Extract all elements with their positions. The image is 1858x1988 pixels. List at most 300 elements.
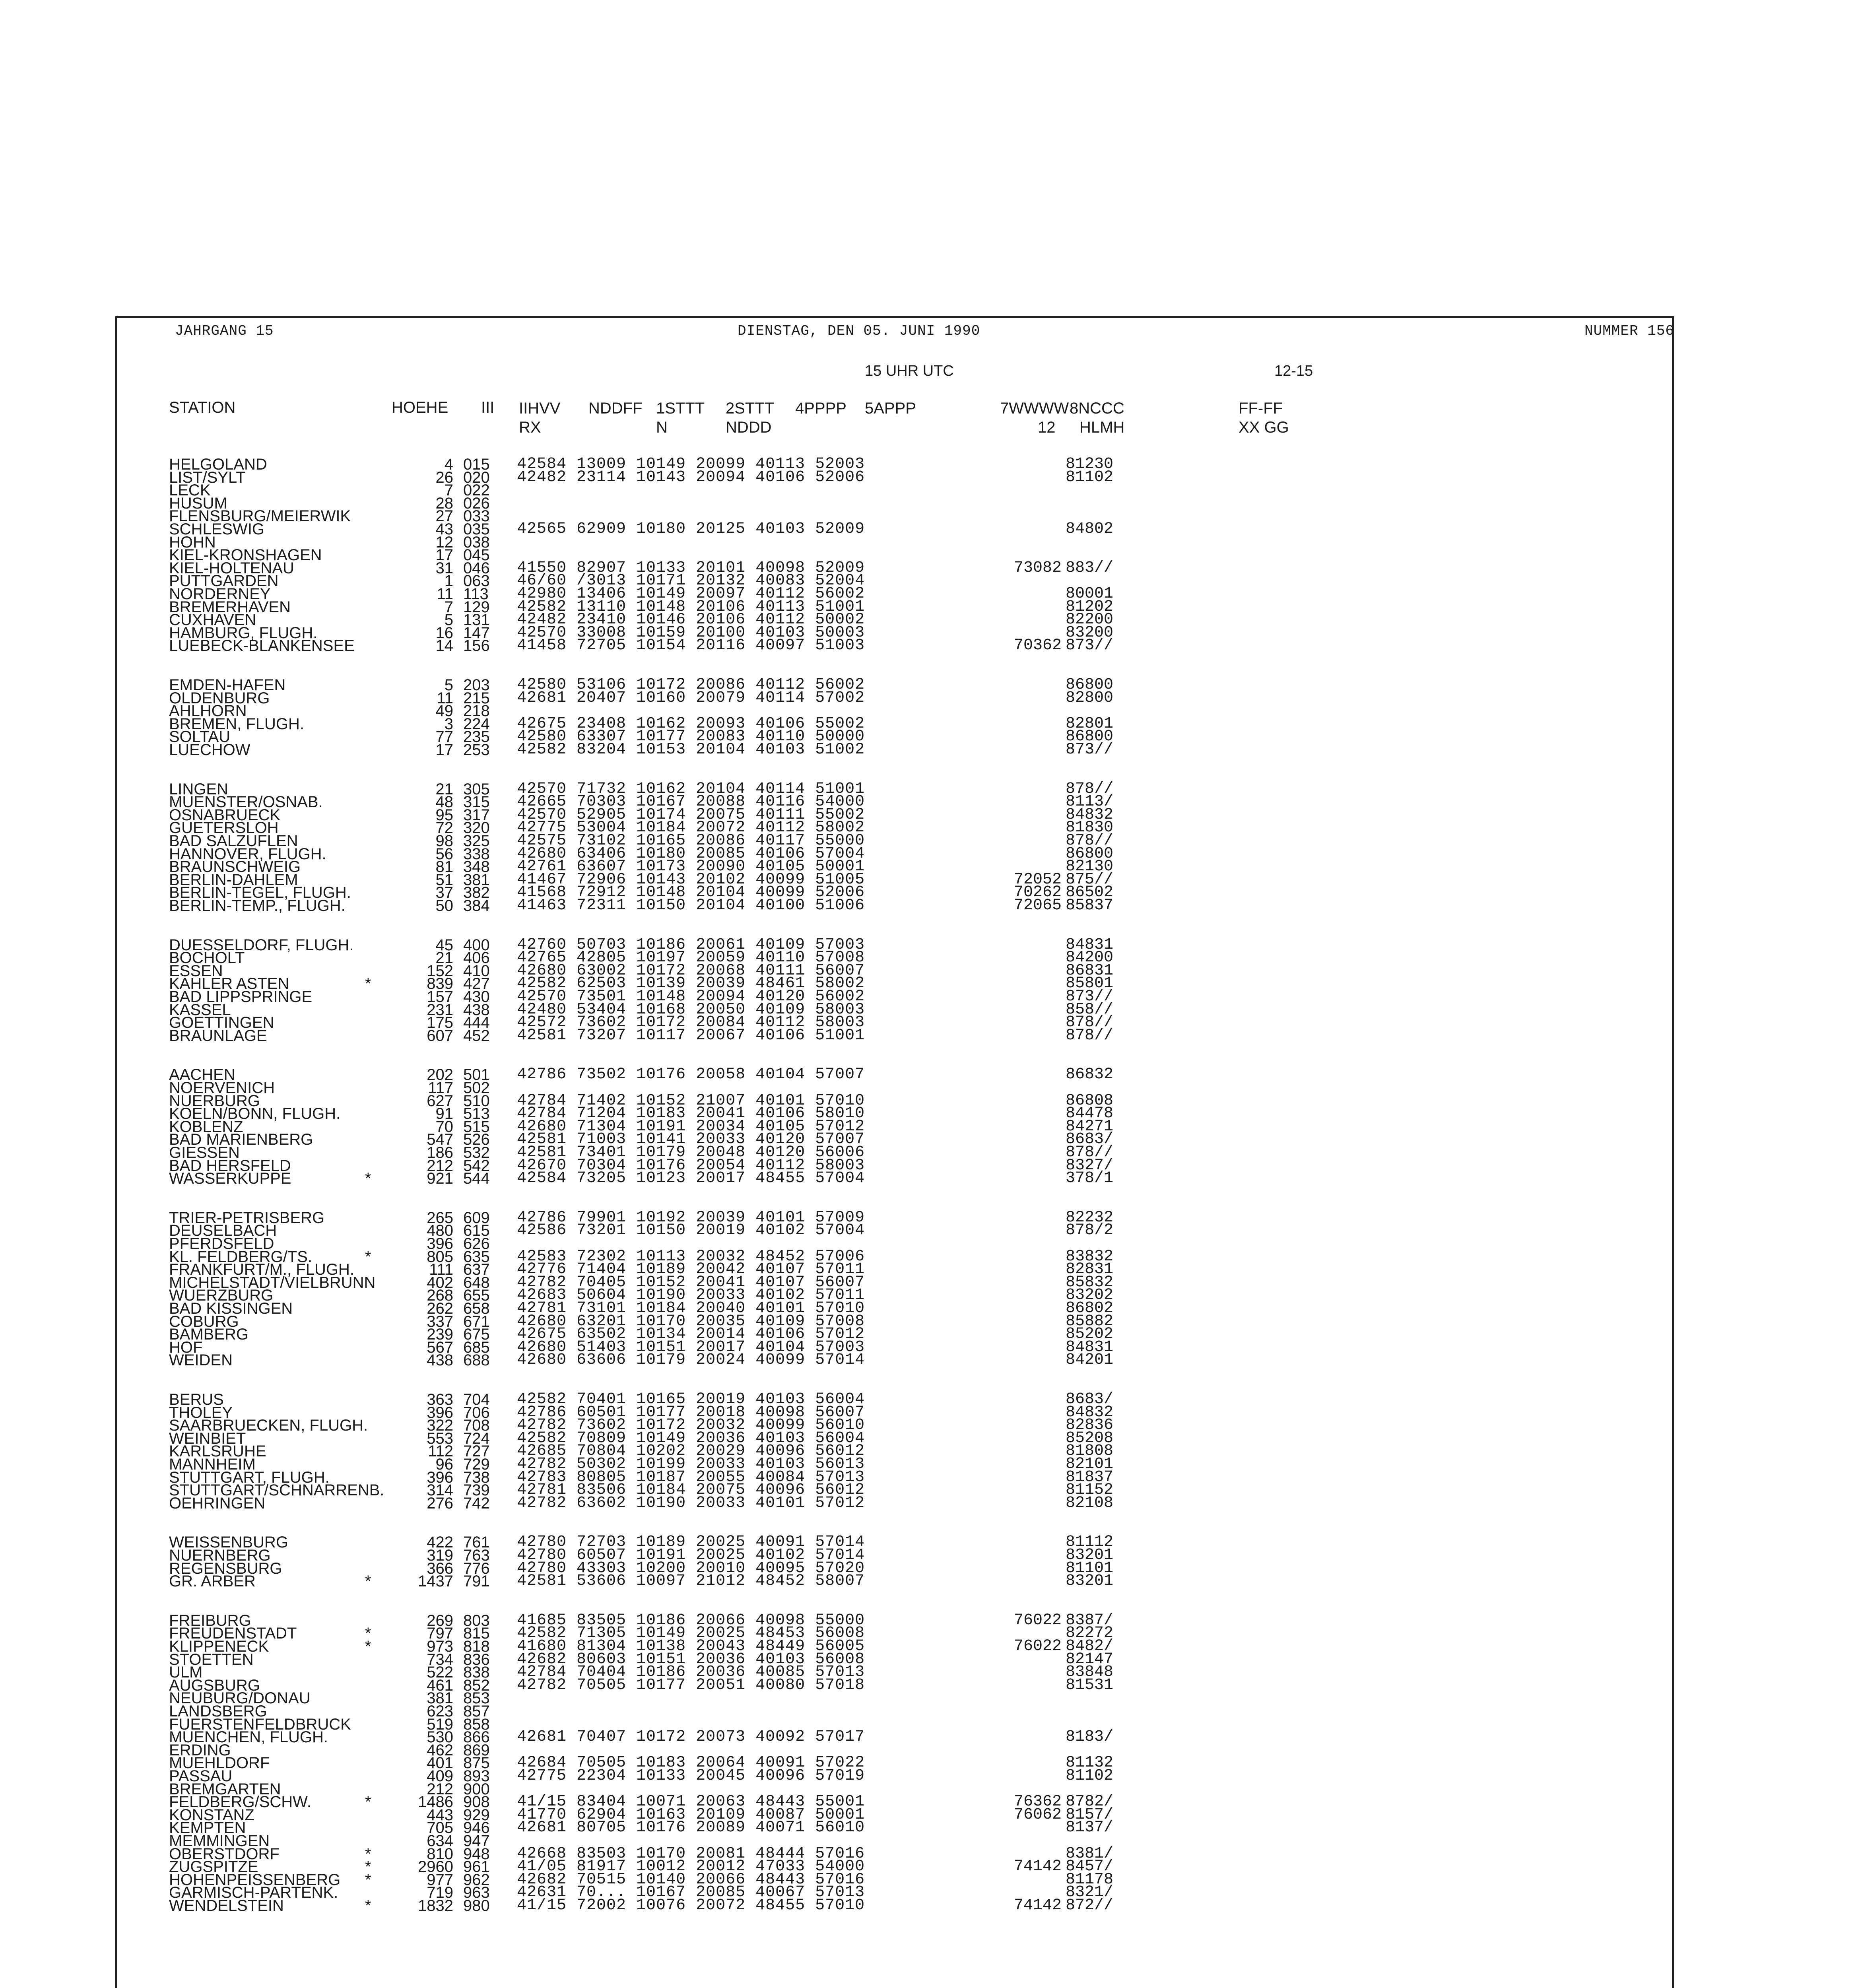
station-height: 49 <box>435 702 453 720</box>
station-name: BOCHOLT <box>169 949 245 967</box>
cloud-group: 83201 <box>1066 1572 1114 1590</box>
observation-groups: 41458 72705 10154 20116 40097 51003 <box>517 637 865 654</box>
station-name: NEUBURG/DONAU <box>169 1689 311 1707</box>
station-name: HOHN <box>169 534 216 551</box>
station-index: 046 <box>463 559 490 577</box>
table-row <box>0 741 1858 759</box>
station-height: 401 <box>427 1754 453 1772</box>
cloud-group: 86831 <box>1066 962 1114 980</box>
cloud-group: 858// <box>1066 1001 1114 1019</box>
station-index: 961 <box>463 1858 490 1875</box>
mountain-station-marker: * <box>365 1858 371 1875</box>
mountain-station-marker: * <box>365 1871 371 1889</box>
cloud-group: 378/1 <box>1066 1169 1114 1187</box>
observation-groups: 42582 62503 10139 20039 48461 58002 <box>517 975 865 992</box>
station-index: 544 <box>463 1170 490 1187</box>
cloud-group: 86802 <box>1066 1299 1114 1317</box>
station-index: 026 <box>463 495 490 512</box>
cloud-group: 84832 <box>1066 806 1114 824</box>
cloud-group: 873// <box>1066 988 1114 1006</box>
cloud-group: 86800 <box>1066 728 1114 746</box>
observation-groups: 42682 80603 10151 20036 40103 56008 <box>517 1650 865 1668</box>
station-name: PASSAU <box>169 1767 233 1785</box>
station-name: GR. ARBER <box>169 1573 256 1590</box>
station-height: 921 <box>427 1170 453 1187</box>
cloud-group: 82801 <box>1066 715 1114 733</box>
station-height: 276 <box>427 1495 453 1512</box>
station-index: 963 <box>463 1884 490 1901</box>
observation-groups: 42580 53106 10172 20086 40112 56002 <box>517 676 865 694</box>
station-height: 396 <box>427 1469 453 1486</box>
cloud-group: 86502 <box>1066 883 1114 901</box>
station-name: AACHEN <box>169 1066 235 1083</box>
station-index: 803 <box>463 1612 490 1629</box>
station-height: 21 <box>435 949 453 967</box>
cloud-group: 873// <box>1066 637 1114 654</box>
station-index: 542 <box>463 1157 490 1175</box>
station-name: FELDBERG/SCHW. <box>169 1793 311 1811</box>
observation-groups: 42783 80805 10187 20055 40084 57013 <box>517 1468 865 1486</box>
cloud-group: 81230 <box>1066 455 1114 473</box>
observation-groups: 42670 70304 10176 20054 40112 58003 <box>517 1157 865 1175</box>
station-name: STUTTGART, FLUGH. <box>169 1469 330 1486</box>
observation-groups: 42765 42805 10197 20059 40110 57008 <box>517 949 865 967</box>
observation-groups: 42584 73205 10123 20017 48455 57004 <box>517 1169 865 1187</box>
station-index: 400 <box>463 936 490 954</box>
volume-label: JAHRGANG 15 <box>175 323 274 339</box>
station-height: 11 <box>437 585 453 603</box>
mountain-station-marker: * <box>365 1248 371 1266</box>
station-name: REGENSBURG <box>169 1560 282 1577</box>
station-name: GUETERSLOH <box>169 819 279 837</box>
observation-groups: 42782 73602 10172 20032 40099 56010 <box>517 1416 865 1434</box>
mountain-station-marker: * <box>365 1625 371 1642</box>
table-row <box>0 1494 1858 1512</box>
observation-groups: 42776 71404 10189 20042 40107 57011 <box>517 1260 865 1278</box>
station-index: 147 <box>463 624 490 642</box>
col-nddd: NDDD <box>726 419 772 436</box>
station-height: 438 <box>427 1351 453 1369</box>
station-height: 409 <box>427 1767 453 1785</box>
observation-groups: 42786 79901 10192 20039 40101 57009 <box>517 1209 865 1227</box>
weather-group: 72052 <box>1013 871 1062 889</box>
station-name: TRIER-PETRISBERG <box>169 1209 325 1227</box>
station-index: 893 <box>463 1767 490 1785</box>
station-height: 262 <box>427 1300 453 1317</box>
station-index: 675 <box>463 1326 490 1343</box>
cloud-group: 8683/ <box>1066 1130 1114 1148</box>
observation-groups: 42582 70401 10165 20019 40103 56004 <box>517 1390 865 1408</box>
observation-groups: 42480 53404 10168 20050 40109 58003 <box>517 1001 865 1019</box>
station-index: 706 <box>463 1404 490 1421</box>
station-height: 7 <box>444 481 453 499</box>
station-height: 2960 <box>418 1858 453 1875</box>
table-row <box>0 1897 1858 1915</box>
station-name: SOLTAU <box>169 728 231 746</box>
station-index: 317 <box>463 806 490 824</box>
station-index: 131 <box>463 611 490 629</box>
table-row <box>0 1027 1858 1045</box>
table-row <box>0 1169 1858 1188</box>
station-index: 038 <box>463 534 490 551</box>
cloud-group: 81102 <box>1066 1767 1114 1785</box>
station-height: 175 <box>427 1014 453 1031</box>
observation-groups: 42680 63406 10180 20085 40106 57004 <box>517 845 865 863</box>
cloud-group: 878// <box>1066 1013 1114 1031</box>
col-1sttt: 1STTT <box>656 400 705 417</box>
cloud-group: 873// <box>1066 741 1114 759</box>
col-nddff: NDDFF <box>588 400 643 417</box>
observation-groups: 42782 70505 10177 20051 40080 57018 <box>517 1676 865 1694</box>
station-name: OLDENBURG <box>169 689 270 707</box>
station-index: 853 <box>463 1689 490 1707</box>
station-name: KONSTANZ <box>169 1806 254 1824</box>
station-name: MUENCHEN, FLUGH. <box>169 1728 328 1746</box>
station-height: 268 <box>427 1287 453 1304</box>
station-name: DUESSELDORF, FLUGH. <box>169 936 354 954</box>
station-height: 31 <box>435 559 453 577</box>
observation-groups: 42680 71304 10191 20034 40105 57012 <box>517 1118 865 1136</box>
station-name: BREMGARTEN <box>169 1780 281 1798</box>
station-name: DEUSELBACH <box>169 1222 277 1239</box>
station-index: 348 <box>463 858 490 876</box>
observation-groups: 42581 71003 10141 20033 40120 57007 <box>517 1130 865 1148</box>
station-name: KASSEL <box>169 1001 231 1019</box>
cloud-group: 81808 <box>1066 1442 1114 1460</box>
station-height: 112 <box>428 1442 453 1460</box>
observation-groups: 42780 43303 10200 20010 40095 57020 <box>517 1559 865 1577</box>
cloud-group: 878// <box>1066 832 1114 850</box>
weather-group: 76022 <box>1013 1611 1062 1629</box>
station-index: 218 <box>463 702 490 720</box>
cloud-group: 82130 <box>1066 858 1114 876</box>
station-name: MICHELSTADT/VIELBRUNN <box>169 1274 376 1291</box>
station-height: 1 <box>444 572 453 590</box>
station-name: BREMEN, FLUGH. <box>169 715 305 733</box>
station-name: WEINBIET <box>169 1430 246 1447</box>
station-index: 838 <box>463 1664 490 1681</box>
cloud-group: 84201 <box>1066 1351 1114 1369</box>
station-index: 962 <box>463 1871 490 1889</box>
station-name: CUXHAVEN <box>169 611 256 629</box>
station-name: LUECHOW <box>169 741 250 759</box>
station-name: FLENSBURG/MEIERWIK <box>169 507 351 525</box>
station-name: PUTTGARDEN <box>169 572 279 590</box>
station-name: KARLSRUHE <box>169 1442 266 1460</box>
station-height: 111 <box>429 1261 453 1278</box>
observation-groups: 41568 72912 10148 20104 40099 52006 <box>517 883 865 901</box>
mountain-station-marker: * <box>365 975 371 992</box>
observation-groups: 42782 70405 10152 20041 40107 56007 <box>517 1274 865 1291</box>
cloud-group: 82108 <box>1066 1494 1114 1512</box>
cloud-group: 82232 <box>1066 1209 1114 1227</box>
observation-time: 15 UHR UTC <box>865 363 954 379</box>
station-index: 315 <box>463 793 490 811</box>
station-height: 519 <box>427 1716 453 1733</box>
station-name: WEIDEN <box>169 1351 233 1369</box>
station-name: STOETTEN <box>169 1651 254 1668</box>
table-row <box>0 1351 1858 1369</box>
station-height: 366 <box>427 1560 453 1577</box>
station-index: 815 <box>463 1625 490 1642</box>
station-index: 852 <box>463 1677 490 1694</box>
observation-groups: 42680 51403 10151 20017 40104 57003 <box>517 1338 865 1356</box>
cloud-group: 8482/ <box>1066 1637 1114 1655</box>
station-name: BAD LIPPSPRINGE <box>169 988 313 1006</box>
station-height: 805 <box>427 1248 453 1266</box>
mountain-station-marker: * <box>365 1845 371 1863</box>
station-height: 48 <box>435 793 453 811</box>
cloud-group: 86808 <box>1066 1092 1114 1110</box>
station-height: 157 <box>427 988 453 1006</box>
station-name: ESSEN <box>169 962 223 980</box>
cloud-group: 8381/ <box>1066 1845 1114 1863</box>
cloud-group: 86800 <box>1066 845 1114 863</box>
station-index: 510 <box>463 1092 490 1110</box>
cloud-group: 84200 <box>1066 949 1114 967</box>
observation-groups: 42631 70... 10167 20085 40067 57013 <box>517 1883 865 1901</box>
observation-groups: 41680 81304 10138 20043 48449 56005 <box>517 1637 865 1655</box>
col-n: N <box>656 419 668 436</box>
cloud-group: 83832 <box>1066 1248 1114 1266</box>
station-height: 152 <box>427 962 453 980</box>
station-index: 015 <box>463 456 490 473</box>
station-height: 627 <box>427 1092 453 1110</box>
station-index: 866 <box>463 1728 490 1746</box>
cloud-group: 81178 <box>1066 1871 1114 1889</box>
station-name: KOBLENZ <box>169 1118 243 1136</box>
col-ff-ff: FF-FF <box>1239 400 1283 417</box>
station-height: 186 <box>427 1144 453 1161</box>
cloud-group: 84802 <box>1066 520 1114 538</box>
cloud-group: 82272 <box>1066 1624 1114 1642</box>
station-name: SAARBRUECKEN, FLUGH. <box>169 1417 368 1434</box>
weather-group: 76022 <box>1013 1637 1062 1655</box>
station-name: BAD HERSFELD <box>169 1157 291 1175</box>
station-index: 526 <box>463 1131 490 1148</box>
observation-groups: 42582 71305 10149 20025 48453 56008 <box>517 1624 865 1642</box>
station-height: 17 <box>435 741 453 759</box>
station-name: OEHRINGEN <box>169 1495 266 1512</box>
mountain-station-marker: * <box>365 1573 371 1590</box>
observation-groups: 42680 63002 10172 20068 40111 56007 <box>517 962 865 980</box>
observation-groups: 42786 60501 10177 20018 40098 56007 <box>517 1404 865 1421</box>
station-index: 738 <box>463 1469 490 1486</box>
station-height: 96 <box>435 1456 453 1473</box>
cloud-group: 878/2 <box>1066 1221 1114 1239</box>
observation-groups: 42582 70809 10149 20036 40103 56004 <box>517 1429 865 1447</box>
station-height: 363 <box>427 1391 453 1408</box>
col-xx-gg: XX GG <box>1239 419 1289 436</box>
cloud-group: 84831 <box>1066 936 1114 954</box>
hour-range: 12-15 <box>1274 363 1313 379</box>
station-name: NUERBURG <box>169 1092 260 1110</box>
station-name: SCHLESWIG <box>169 520 265 538</box>
weather-group: 72065 <box>1013 897 1062 914</box>
station-index: 742 <box>463 1495 490 1512</box>
station-index: 382 <box>463 884 490 901</box>
observation-groups: 42680 63606 10179 20024 40099 57014 <box>517 1351 865 1369</box>
station-index: 430 <box>463 988 490 1006</box>
station-index: 410 <box>463 962 490 980</box>
station-height: 21 <box>435 780 453 798</box>
station-index: 946 <box>463 1819 490 1837</box>
cloud-group: 83200 <box>1066 624 1114 642</box>
station-index: 836 <box>463 1651 490 1668</box>
station-height: 530 <box>427 1728 453 1746</box>
station-height: 95 <box>435 806 453 824</box>
station-index: 203 <box>463 676 490 694</box>
station-index: 438 <box>463 1001 490 1019</box>
station-height: 43 <box>435 520 453 538</box>
station-height: 231 <box>427 1001 453 1019</box>
col-8nccc: 8NCCC <box>1070 400 1124 417</box>
cloud-group: 872// <box>1066 1897 1114 1914</box>
station-index: 513 <box>463 1105 490 1122</box>
station-index: 129 <box>463 598 490 616</box>
station-name: EMDEN-HAFEN <box>169 676 286 694</box>
station-name: BAD SALZUFLEN <box>169 832 298 850</box>
station-height: 3 <box>444 715 453 733</box>
station-name: HAMBURG, FLUGH. <box>169 624 318 642</box>
issue-number: NUMMER 156 <box>1584 323 1675 339</box>
station-height: 16 <box>435 624 453 642</box>
station-name: BERUS <box>169 1391 224 1408</box>
station-height: 797 <box>427 1625 453 1642</box>
cloud-group: 84831 <box>1066 1338 1114 1356</box>
observation-groups: 42784 71402 10152 21007 40101 57010 <box>517 1092 865 1110</box>
station-name: WEISSENBURG <box>169 1534 289 1551</box>
cloud-group: 84832 <box>1066 1404 1114 1421</box>
observation-groups: 42583 72302 10113 20032 48452 57006 <box>517 1248 865 1266</box>
cloud-group: 82147 <box>1066 1650 1114 1668</box>
col-hlmh: HLMH <box>1079 419 1125 436</box>
station-index: 253 <box>463 741 490 759</box>
station-height: 50 <box>435 897 453 914</box>
station-index: 215 <box>463 689 490 707</box>
station-index: 685 <box>463 1339 490 1356</box>
weather-group: 76062 <box>1013 1806 1062 1824</box>
cloud-group: 82836 <box>1066 1416 1114 1434</box>
station-name: KIEL-HOLTENAU <box>169 559 294 577</box>
col-iihvv: IIHVV <box>519 400 561 417</box>
cloud-group: 82831 <box>1066 1260 1114 1278</box>
station-height: 553 <box>427 1430 453 1447</box>
station-height: 322 <box>427 1417 453 1434</box>
cloud-group: 8457/ <box>1066 1858 1114 1875</box>
station-height: 337 <box>427 1313 453 1330</box>
observation-groups: 41467 72906 10143 20102 40099 51005 <box>517 871 865 889</box>
observation-groups: 41/15 72002 10076 20072 48455 57010 <box>517 1897 865 1914</box>
station-name: HANNOVER, FLUGH. <box>169 845 326 863</box>
observation-groups: 42570 71732 10162 20104 40114 51001 <box>517 780 865 798</box>
observation-groups: 42570 52905 10174 20075 40111 55002 <box>517 806 865 824</box>
observation-groups: 42782 63602 10190 20033 40101 57012 <box>517 1494 865 1512</box>
cloud-group: 86800 <box>1066 676 1114 694</box>
station-name: BAMBERG <box>169 1326 249 1343</box>
col-hoehe: HOEHE <box>392 399 448 416</box>
station-height: 705 <box>427 1819 453 1837</box>
station-index: 739 <box>463 1481 490 1499</box>
station-height: 265 <box>427 1209 453 1227</box>
station-name: BRAUNLAGE <box>169 1027 267 1044</box>
station-name: BERLIN-TEMP., FLUGH. <box>169 897 346 914</box>
table-row <box>0 897 1858 915</box>
cloud-group: 8387/ <box>1066 1611 1114 1629</box>
station-name: ULM <box>169 1664 203 1681</box>
observation-groups: 42580 63307 10177 20083 40110 50000 <box>517 728 865 746</box>
observation-groups: 42581 53606 10097 21012 48452 58007 <box>517 1572 865 1590</box>
observation-groups: 42584 13009 10149 20099 40113 52003 <box>517 455 865 473</box>
station-index: 729 <box>463 1456 490 1473</box>
cloud-group: 8782/ <box>1066 1793 1114 1811</box>
station-height: 91 <box>435 1105 453 1122</box>
observation-groups: 42786 73502 10176 20058 40104 57007 <box>517 1066 865 1083</box>
station-name: BERLIN-DAHLEM <box>169 871 298 889</box>
station-name: MEMMINGEN <box>169 1832 270 1850</box>
station-name: FREUDENSTADT <box>169 1625 297 1642</box>
station-name: OBERSTDORF <box>169 1845 280 1863</box>
station-name: KEMPTEN <box>169 1819 246 1837</box>
station-height: 1486 <box>418 1793 453 1811</box>
station-height: 12 <box>435 534 453 551</box>
observation-groups: 42575 73102 10165 20086 40117 55000 <box>517 832 865 850</box>
station-name: WUERZBURG <box>169 1287 274 1304</box>
observation-groups: 42581 73207 10117 20067 40106 51001 <box>517 1027 865 1044</box>
station-height: 11 <box>437 689 453 707</box>
station-height: 202 <box>427 1066 453 1083</box>
station-index: 858 <box>463 1716 490 1733</box>
observation-groups: 41550 82907 10133 20101 40098 52009 <box>517 559 865 577</box>
station-name: PFERDSFELD <box>169 1235 274 1252</box>
mountain-station-marker: * <box>365 1170 371 1187</box>
observation-groups: 42665 70303 10167 20088 40116 54000 <box>517 793 865 811</box>
cloud-group: 80001 <box>1066 585 1114 603</box>
station-index: 502 <box>463 1079 490 1097</box>
station-height: 5 <box>444 611 453 629</box>
station-height: 77 <box>435 728 453 746</box>
station-height: 314 <box>427 1481 453 1499</box>
station-index: 384 <box>463 897 490 914</box>
station-index: 637 <box>463 1261 490 1278</box>
station-index: 671 <box>463 1313 490 1330</box>
station-index: 325 <box>463 832 490 850</box>
station-height: 396 <box>427 1404 453 1421</box>
station-height: 977 <box>427 1871 453 1889</box>
observation-groups: 42675 63502 10134 20014 40106 57012 <box>517 1325 865 1343</box>
station-name: BAD KISSINGEN <box>169 1300 293 1317</box>
table-row <box>0 637 1858 655</box>
observation-groups: 42680 63201 10170 20035 40109 57008 <box>517 1312 865 1330</box>
col-5appp: 5APPP <box>865 400 916 417</box>
mountain-station-marker: * <box>365 1897 371 1914</box>
station-index: 980 <box>463 1897 490 1914</box>
cloud-group: 81837 <box>1066 1468 1114 1486</box>
weather-group: 70262 <box>1013 883 1062 901</box>
station-height: 4 <box>444 456 453 473</box>
station-height: 81 <box>435 858 453 876</box>
station-name: HOHENPEISSENBERG <box>169 1871 341 1889</box>
station-height: 17 <box>435 546 453 564</box>
observation-groups: 42482 23114 10143 20094 40106 52006 <box>517 468 865 486</box>
cloud-group: 83201 <box>1066 1546 1114 1564</box>
col-2sttt: 2STTT <box>726 400 775 417</box>
station-index: 857 <box>463 1703 490 1720</box>
station-name: NUERNBERG <box>169 1547 271 1564</box>
cloud-group: 8157/ <box>1066 1806 1114 1824</box>
station-index: 320 <box>463 819 490 837</box>
station-name: KOELN/BONN, FLUGH. <box>169 1105 341 1122</box>
